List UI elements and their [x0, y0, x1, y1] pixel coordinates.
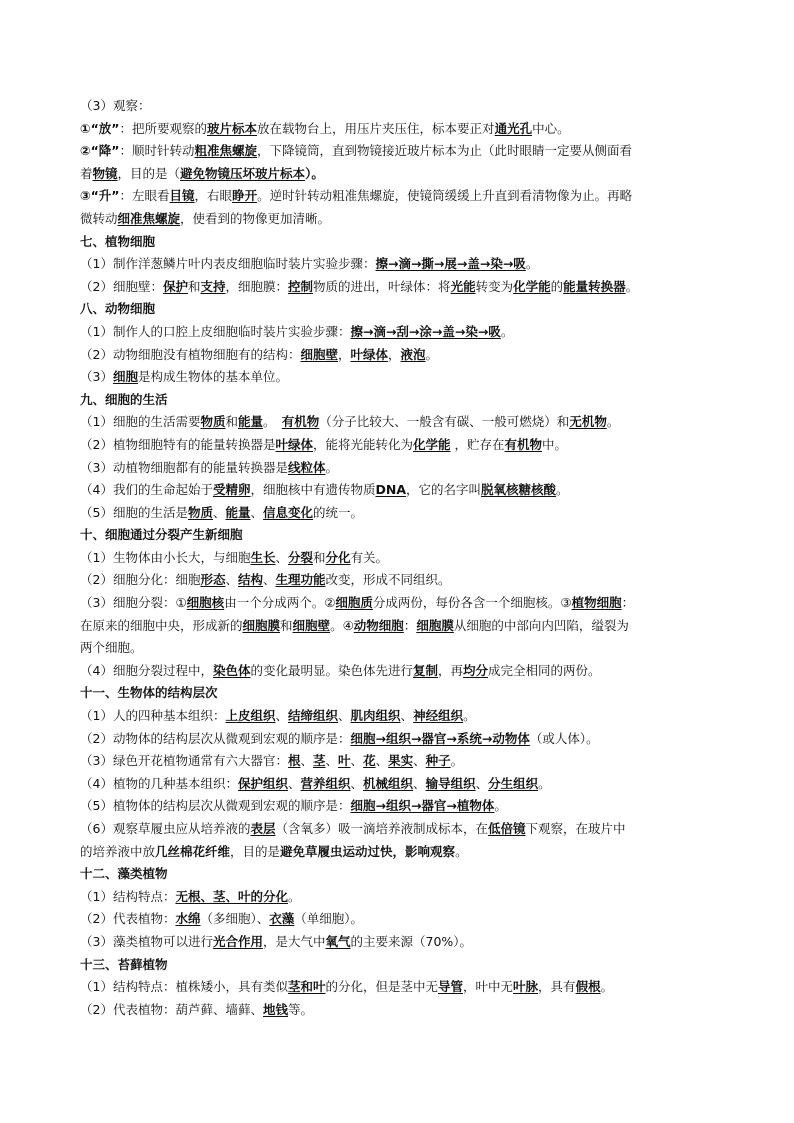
text-line: [80, 615, 704, 638]
text-segment: 八、动物细胞: [80, 301, 156, 317]
text-segment: 。: [556, 482, 569, 498]
text-segment: 、: [400, 708, 414, 724]
section-heading: [80, 524, 704, 547]
text-segment: 成完全相同的两份。: [488, 662, 601, 678]
text-segment: （1）人的四种基本组织：: [80, 708, 226, 724]
key-term: 低倍镜: [488, 821, 526, 836]
key-term: 能量: [225, 504, 251, 520]
text-segment: ，右眼: [194, 188, 233, 204]
key-term: 茎和叶: [287, 979, 326, 995]
key-term: 叶绿体: [350, 346, 389, 362]
text-segment: ，目的是（: [117, 165, 181, 181]
key-term: DNA: [375, 482, 407, 498]
key-term: 细胞膜: [242, 617, 281, 633]
text-segment: （4）我们的生命起始于: [80, 482, 213, 498]
key-term: 生长: [250, 549, 276, 565]
text-line: [80, 841, 704, 864]
bold-text: ①“放”: [80, 120, 120, 136]
key-term: 无根、茎、叶的分化: [175, 888, 288, 904]
key-term: 分裂: [288, 549, 314, 565]
document-body: [80, 95, 704, 1021]
text-segment: （5）细胞的生活是: [80, 504, 188, 520]
text-segment: 。: [263, 414, 282, 430]
key-term: 细胞核: [186, 595, 225, 611]
key-term: 分化: [325, 549, 351, 565]
text-segment: ：: [403, 617, 417, 633]
text-segment: ：左眼看: [119, 188, 170, 204]
text-segment: （3）藻类植物可以进行: [80, 933, 213, 949]
key-term: 信息变化: [263, 504, 314, 520]
key-term: 细准焦螺旋: [117, 210, 181, 226]
text-segment: 改变，形成不同组织。: [325, 572, 451, 588]
text-segment: （6）观察草履虫应从培养液的: [80, 821, 251, 836]
key-term: 细胞→组织→器官→植物体: [350, 798, 495, 814]
bold-text: 几丝棉花纤维: [155, 843, 231, 859]
key-term: 生理功能: [275, 572, 326, 588]
text-segment: （2）植物细胞特有的能量转换器是: [80, 436, 276, 452]
key-term: 上皮组织: [225, 708, 276, 724]
text-segment: （含氧多）吸一滴培养液制成标本，在: [275, 821, 488, 836]
key-term: 叶绿体: [275, 436, 313, 452]
section-heading: [80, 863, 704, 886]
key-term: 擦→滴→撕→展→盖→染→吸: [375, 256, 526, 272]
key-term: 分生组织: [488, 775, 539, 791]
text-segment: 、: [212, 504, 226, 520]
text-segment: （3）动植物细胞都有的能量转换器是: [80, 459, 288, 475]
text-line: [80, 118, 704, 141]
text-line: [80, 253, 704, 276]
key-term: 叶: [338, 753, 351, 769]
text-line: [80, 163, 704, 186]
key-term: 结缔组织: [288, 708, 339, 724]
bold-text: ）: [305, 165, 312, 181]
text-segment: 。: [425, 346, 439, 362]
text-segment: （3）细胞分裂：①: [80, 595, 187, 611]
key-term: 地钱: [262, 1001, 288, 1017]
text-segment: 。: [455, 843, 468, 859]
text-segment: 、: [325, 753, 339, 769]
text-segment: 、: [275, 708, 288, 724]
text-segment: 的培养液中放: [80, 843, 156, 859]
text-segment: （4）植物的几种基本组织：: [80, 775, 238, 791]
key-term: 根: [287, 753, 301, 769]
key-term: 结构: [238, 572, 264, 588]
text-segment: ，它的名字叫: [406, 482, 482, 498]
key-term: 化学能: [413, 436, 451, 452]
key-term: 保护: [162, 278, 188, 294]
key-term: 物质: [187, 504, 213, 520]
text-line: [80, 908, 704, 931]
text-segment: （1）结构特点：植株矮小，具有类似: [80, 979, 288, 995]
text-segment: 下观察，在玻片中: [525, 821, 626, 836]
text-segment: 、: [375, 753, 389, 769]
section-heading: [80, 954, 704, 977]
text-line: [80, 208, 704, 231]
text-segment: 有关。: [350, 549, 389, 565]
text-segment: （2）动物细胞没有植物细胞有的结构：: [80, 346, 301, 362]
text-segment: 的: [550, 278, 564, 294]
text-line: [80, 931, 704, 954]
text-segment: 和: [313, 549, 326, 565]
text-segment: 由一个分成两个。②: [224, 595, 336, 611]
text-segment: 。: [525, 256, 539, 272]
text-segment: ：把所要观察的: [119, 120, 208, 136]
text-segment: 。: [325, 459, 338, 475]
text-segment: （3）: [80, 369, 113, 385]
text-segment: 两个细胞。: [80, 640, 143, 656]
key-term: 形态: [200, 572, 226, 588]
text-line: [80, 479, 704, 502]
text-segment: （2）代表植物：葫芦藓、墙藓、: [80, 1001, 263, 1017]
key-term: 睁开: [232, 188, 258, 204]
text-segment: 中心。: [532, 120, 570, 136]
text-segment: （2）细胞分化：细胞: [80, 572, 201, 588]
key-term: 假根: [575, 979, 601, 995]
key-term: 保护组织: [237, 775, 288, 791]
text-segment: 微转动: [80, 210, 118, 226]
text-segment: ，下降镜筒，直到物镜接近玻片标本为止（此时眼睛一定要从侧面看: [257, 143, 633, 159]
bold-text: 。: [311, 165, 324, 181]
text-line: [80, 185, 704, 208]
key-term: 氧气: [325, 933, 351, 949]
key-term: 避免物镜压坏玻片标本: [180, 165, 306, 181]
text-segment: （多细胞）、: [200, 911, 270, 927]
text-line: [80, 795, 704, 818]
text-segment: 、: [275, 549, 288, 565]
key-term: 染色体: [212, 662, 251, 678]
text-segment: 和: [280, 617, 293, 633]
text-segment: 十、细胞通过分裂产生新细胞: [80, 527, 243, 543]
key-term: 水绵: [175, 911, 201, 927]
text-segment: 九、细胞的生活: [80, 391, 168, 407]
key-term: 细胞壁: [292, 617, 331, 633]
text-segment: 十一、生物体的结构层次: [80, 685, 218, 701]
key-term: 受精卵: [212, 482, 251, 498]
text-line: [80, 886, 704, 909]
key-term: 花: [363, 753, 376, 769]
key-term: 动物细胞: [353, 617, 404, 633]
text-line: [80, 728, 704, 751]
text-segment: 等。: [287, 1001, 313, 1017]
key-term: 细胞质: [335, 595, 373, 611]
text-segment: 物质的进出，叶绿体：将: [313, 278, 451, 294]
key-term: 通光孔: [494, 120, 533, 136]
key-term: 细胞壁: [300, 346, 338, 362]
text-segment: 。: [606, 414, 620, 430]
key-term: 复制: [413, 662, 439, 678]
text-segment: 的统一。: [313, 504, 364, 520]
text-segment: 。: [625, 278, 639, 294]
text-segment: 放在载物台上，用压片夹压住，标本要正对: [257, 120, 495, 136]
text-segment: 和: [225, 414, 238, 430]
key-term: 控制: [288, 278, 314, 294]
text-segment: 。: [287, 888, 301, 904]
text-segment: 七、植物细胞: [80, 233, 156, 249]
text-segment: 、: [413, 753, 426, 769]
key-term: 细胞: [112, 369, 138, 385]
text-segment: （2）细胞壁：: [80, 278, 163, 294]
text-line: [80, 660, 704, 683]
text-line: [80, 366, 704, 389]
key-term: 细胞→组织→器官→系统→动物体: [350, 730, 530, 746]
text-line: [80, 818, 704, 841]
key-term: 玻片标本: [207, 120, 258, 136]
key-term: 果实: [388, 753, 414, 769]
text-segment: 。: [463, 708, 476, 724]
key-term: 光能: [450, 278, 476, 294]
text-segment: 、: [250, 504, 264, 520]
key-term: 擦→滴→刮→涂→盖→染→吸: [350, 323, 501, 339]
key-term: 无机物: [569, 414, 607, 430]
text-segment: 着: [80, 165, 93, 181]
section-heading: [80, 231, 704, 254]
key-term: 营养组织: [300, 775, 351, 791]
key-term: 液泡: [400, 346, 426, 362]
bold-text: ③“升”: [80, 188, 120, 204]
text-segment: 。逆时针转动粗准焦螺旋，使镜筒缓缓上升直到看清物像为止。再略: [257, 188, 633, 204]
text-segment: （1）制作人的口腔上皮细胞临时装片实验步骤：: [80, 323, 351, 339]
text-line: [80, 502, 704, 525]
text-line: [80, 95, 704, 118]
text-segment: （3）观察：: [80, 98, 151, 113]
text-line: [80, 773, 704, 796]
section-heading: [80, 682, 704, 705]
key-term: 光合作用: [212, 933, 263, 949]
text-segment: 十二、藻类植物: [80, 866, 168, 882]
text-segment: 在原来的细胞中央，形成新的: [80, 617, 243, 633]
key-term: 叶脉: [513, 979, 539, 995]
text-segment: ，是大气中: [262, 933, 326, 949]
key-term: 神经组织: [413, 708, 464, 724]
key-term: 能量: [238, 414, 264, 430]
text-segment: 、: [287, 775, 301, 791]
text-segment: （单细胞）。: [294, 911, 364, 927]
text-segment: ，再: [438, 662, 464, 678]
key-term: 物镜: [92, 165, 118, 181]
key-term: 粗准焦螺旋: [194, 143, 258, 159]
text-segment: 、: [350, 753, 364, 769]
key-term: 肌肉组织: [350, 708, 401, 724]
text-segment: （2）动物体的结构层次从微观到宏观的顺序是：: [80, 730, 351, 746]
key-term: 目镜: [169, 188, 195, 204]
key-term: 线粒体: [287, 459, 326, 475]
bold-text: ②“降”: [80, 143, 120, 159]
text-segment: （5）植物体的结构层次从微观到宏观的顺序是：: [80, 798, 351, 814]
key-term: 茎: [313, 753, 326, 769]
text-segment: （4）细胞分裂过程中，: [80, 662, 213, 678]
section-heading: [80, 298, 704, 321]
text-segment: 和: [187, 278, 201, 294]
text-segment: 的变化最明显。染色体先进行: [250, 662, 413, 678]
text-segment: 。: [538, 775, 551, 791]
key-term: 物质: [200, 414, 226, 430]
key-term: 化学能: [513, 278, 551, 294]
text-segment: ，贮存在: [450, 436, 505, 452]
text-segment: ：: [621, 595, 635, 611]
key-term: 均分: [463, 662, 489, 678]
text-segment: （分子比较大、一般含有碳、一般可燃烧）和: [319, 414, 570, 430]
text-segment: 中。: [542, 436, 568, 452]
text-segment: 、: [350, 775, 364, 791]
text-segment: ，细胞膜：: [225, 278, 289, 294]
text-line: [80, 705, 704, 728]
text-segment: （或人体）。: [529, 730, 599, 746]
key-term: 输导组织: [425, 775, 476, 791]
text-segment: ：顺时针转动: [119, 143, 195, 159]
text-segment: 十三、苔藓植物: [80, 956, 168, 972]
text-segment: 。④: [330, 617, 354, 633]
text-segment: （1）生物体由小长大，与细胞: [80, 549, 251, 565]
key-term: 表层: [250, 821, 276, 836]
text-line: [80, 569, 704, 592]
text-line: [80, 976, 704, 999]
text-segment: ，能将光能转化为: [312, 436, 413, 452]
key-term: 有机物: [504, 436, 543, 452]
text-segment: 。: [494, 798, 507, 814]
key-term: 有机物: [281, 414, 320, 430]
text-segment: 从细胞的中部向内凹陷，缢裂为: [453, 617, 629, 633]
key-term: 脱氧核糖核酸: [481, 482, 557, 498]
text-line: [80, 637, 704, 660]
text-segment: 、: [413, 775, 426, 791]
text-segment: 、: [263, 572, 276, 588]
text-segment: 、: [225, 572, 238, 588]
text-segment: 的主要来源（70%）。: [350, 933, 473, 949]
text-segment: 、: [475, 775, 489, 791]
text-line: [80, 999, 704, 1022]
text-segment: （3）绿色开花植物通常有六大器官：: [80, 753, 288, 769]
section-heading: [80, 389, 704, 412]
text-line: [80, 750, 704, 773]
text-line: [80, 547, 704, 570]
text-segment: ，使看到的物像更加清晰。: [180, 210, 331, 226]
bold-text: 避免草履虫运动过快，影响观察: [280, 843, 456, 859]
text-segment: ，目的是: [230, 843, 281, 859]
text-segment: 。: [600, 979, 614, 995]
text-line: [80, 434, 704, 457]
text-segment: （1）细胞的生活需要: [80, 414, 201, 430]
text-segment: ，: [388, 346, 401, 362]
text-segment: 的分化，但是茎中无: [325, 979, 438, 995]
text-segment: 转变为: [475, 278, 514, 294]
key-term: 能量转换器: [563, 278, 626, 294]
key-term: 植物细胞: [571, 595, 622, 611]
text-segment: ，: [337, 346, 351, 362]
text-segment: 分成两份，每份各含一个细胞核。③: [372, 595, 572, 611]
text-segment: （1）制作洋葱鳞片叶内表皮细胞临时装片实验步骤：: [80, 256, 376, 272]
text-line: [80, 344, 704, 367]
key-term: 机械组织: [363, 775, 414, 791]
text-line: [80, 457, 704, 480]
key-term: 衣藻: [269, 911, 295, 927]
text-segment: 、: [300, 753, 313, 769]
text-segment: （2）代表植物：: [80, 911, 176, 927]
text-segment: ，具有: [538, 979, 576, 995]
key-term: 种子: [425, 753, 451, 769]
key-term: 支持: [200, 278, 226, 294]
text-segment: 、: [338, 708, 351, 724]
text-segment: ，细胞核中有遗传物质: [250, 482, 376, 498]
text-line: [80, 592, 704, 615]
text-line: [80, 140, 704, 163]
key-term: 导管: [438, 979, 464, 995]
text-segment: 。: [450, 753, 464, 769]
text-segment: ，叶中无: [463, 979, 514, 995]
text-segment: （1）结构特点：: [80, 888, 176, 904]
text-line: [80, 276, 704, 299]
text-segment: 。: [500, 323, 514, 339]
key-term: 细胞膜: [416, 617, 454, 633]
text-line: [80, 321, 704, 344]
text-line: [80, 411, 704, 434]
text-segment: 是构成生物体的基本单位。: [137, 369, 288, 385]
